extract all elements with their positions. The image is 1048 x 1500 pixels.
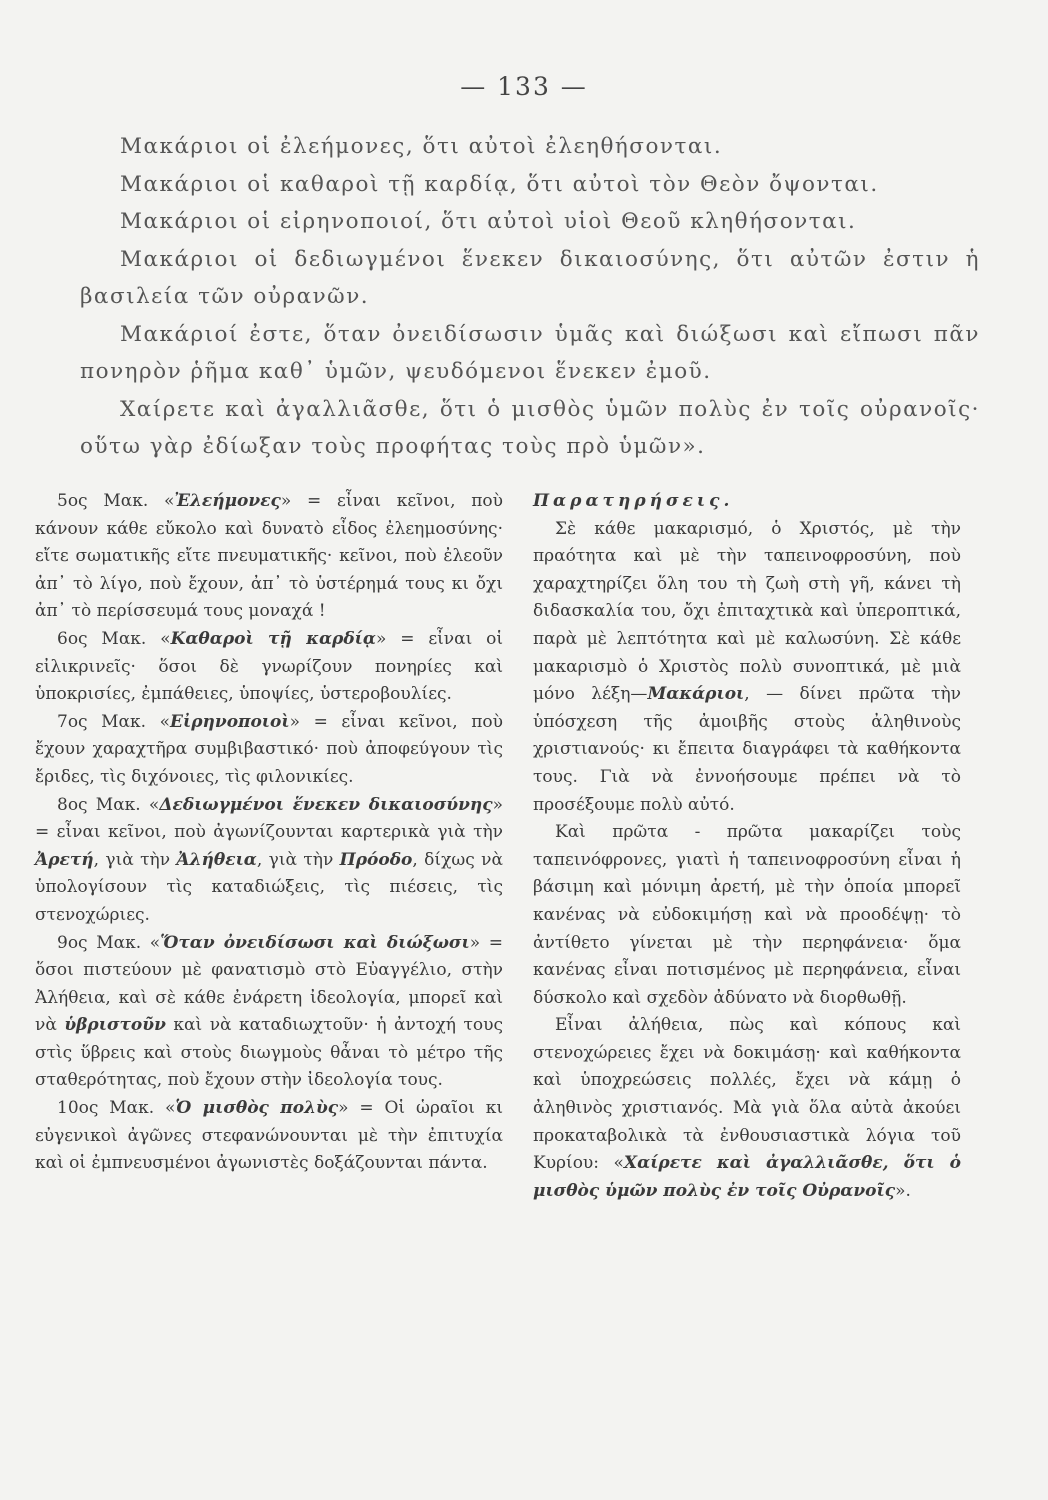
page-number: — 133 — — [460, 72, 588, 101]
commentary-7: 7ος Μακ. «Εἰρηνοποιοὶ» = εἶναι κεῖνοι, ποὺ ἔχουν χαραχτῆρα συμβιβαστικό· ποὺ ἀποφεύγουν τὶς ἔριδες, τὶς διχόνοιες, τὶς φιλονικίες. — [35, 711, 503, 787]
commentary-9: 9ος Μακ. «Ὅταν ὀνειδίσωσι καὶ διώξωσι» = ὅσοι πιστεύουν μὲ φανατισμὸ στὸ Εὐαγγέλιο, στὴν Ἀλήθεια, καὶ σὲ κάθε ἐνάρετη ἰδεολογία, μπορεῖ καὶ νὰ ὑβριστοῦν καὶ νὰ καταδιωχτοῦν· ἡ ἀντοχή τους στὶς ὕβρεις καὶ στοὺς διωγμοὺς θἆναι τὸ μέτρο τῆς σταθερότητας, ποὺ ἔχουν στὴν ἰδεολογία τους. — [35, 932, 503, 1091]
verse-line: Μακάριοι οἱ καθαροὶ τῇ καρδίᾳ, ὅτι αὐτοὶ τὸν Θεὸν ὄψονται. — [120, 171, 879, 197]
remarks-paragraph-1: Σὲ κάθε μακαρισμό, ὁ Χριστός, μὲ τὴν πραότητα καὶ μὲ τὴν ταπεινοφροσύνη, ποὺ χαραχτηρίζει ὅλη του τὴ ζωὴ στὴ γῆ, κάνει τὴ διδασκαλία του, ὄχι ἐπιταχτικὰ καὶ ὑπεροπτικά, παρὰ μὲ λεπτότητα καὶ μὲ καλωσύνη. Σὲ κάθε μακαρισμὸ ὁ Χριστὸς πολὺ συνοπτικά, μὲ μιὰ μόνο λέξη—Μακάριοι, — δίνει πρῶτα τὴν ὑπόσχεση τῆς ἀμοιβῆς στοὺς ἀληθινοὺς χριστιανούς· κι ἔπειτα διαγράφει τὰ καθήκοντα τους. Γιὰ νὰ ἐννοήσουμε πρέπει νὰ τὸ προσέξουμε πολὺ αὐτό. — [533, 518, 961, 815]
remarks-heading: Παρατηρήσεις. — [533, 491, 734, 511]
commentary-8: 8ος Μακ. «Δεδιωγμένοι ἕνεκεν δικαιοσύνης» = εἶναι κεῖνοι, ποὺ ἀγωνίζουνται καρτερικὰ γιὰ τὴν Ἀρετή, γιὰ τὴν Ἀλήθεια, γιὰ τὴν Πρόοδο, δίχως νὰ ὑπολογίσουν τὶς καταδιώξεις, τὶς πιέσεις, τὶς στενοχώριες. — [35, 794, 503, 925]
remarks-paragraph-3: Εἶναι ἀλήθεια, πὼς καὶ κόπους καὶ στενοχώρειες ἔχει νὰ δοκιμάσῃ· καὶ καθήκοντα καὶ ὑποχρεώσεις πολλές, ἔχει νὰ κάμῃ ὁ ἀληθινὸς χριστιανός. Μὰ γιὰ ὅλα αὐτὰ ἀκούει προκαταβολικὰ τὰ ἐνθουσιαστικὰ λόγια τοῦ Κυρίου: «Χαίρετε καὶ ἀγαλλιᾶσθε, ὅτι ὁ μισθὸς ὑμῶν πολὺς ἐν τοῖς Οὐρανοῖς». — [533, 1015, 962, 1201]
verse-line: Μακάριοί ἐστε, ὅταν ὀνειδίσωσιν ὑμᾶς καὶ διώξωσι καὶ εἴπωσι πᾶν πονηρὸν ῥῆμα καθ᾽ ὑμῶν, ψευδόμενοι ἕνεκεν ἐμοῦ. — [80, 321, 980, 384]
right-column-remarks — [533, 488, 961, 1205]
commentary-6: 6ος Μακ. «Καθαροὶ τῇ καρδίᾳ» = εἶναι οἱ εἰλικρινεῖς· ὅσοι δὲ γνωρίζουν πονηρίες καὶ ὑποκρισίες, ἐμπάθειες, ὑποψίες, ὑστεροβουλίες. — [35, 628, 504, 705]
remarks-paragraph-2: Καὶ πρῶτα - πρῶτα μακαρίζει τοὺς ταπεινόφρονες, γιατὶ ἡ ταπεινοφροσύνη εἶναι ἡ βάσιμη καὶ μόνιμη ἀρετή, μὲ τὴν ὁποία μπορεῖ κανένας νὰ εὐδοκιμήσῃ καὶ νὰ προοδέψῃ· τὸ ἀντίθετο γίνεται μὲ τὴν περηφάνεια· ὅμα κανένας εἶναι ποτισμένος μὲ περηφάνεια, εἶναι δύσκολο καὶ σχεδὸν ἀδύνατο νὰ διορθωθῇ. — [533, 822, 961, 1008]
verse-line: Μακάριοι οἱ δεδιωγμένοι ἕνεκεν δικαιοσύνης, ὅτι αὐτῶν ἐστιν ἡ βασιλεία τῶν οὐρανῶν. — [80, 246, 980, 309]
verse-line: Χαίρετε καὶ ἀγαλλιᾶσθε, ὅτι ὁ μισθὸς ὑμῶν πολὺς ἐν τοῖς οὐρανοῖς· οὕτω γὰρ ἐδίωξαν τοὺς προφήτας τοὺς πρὸ ὑμῶν». — [80, 396, 980, 459]
verse-line: Μακάριοι οἱ εἰρηνοποιοί, ὅτι αὐτοὶ υἱοὶ Θεοῦ κληθήσονται. — [120, 209, 857, 234]
verse-line: Μακάριοι οἱ ἐλεήμονες, ὅτι αὐτοὶ ἐλεηθήσονται. — [120, 134, 723, 159]
commentary-5: 5ος Μακ. «Ἐλεήμονες» = εἶναι κεῖνοι, ποὺ κάνουν κάθε εὔκολο καὶ δυνατὸ εἶδος ἐλεημοσύνης· εἴτε σωματικῆς εἴτε πνευματικῆς· κεῖνοι, ποὺ ἐλεοῦν ἀπ᾽ τὸ λίγο, ποὺ ἔχουν, ἀπ᾽ τὸ ὑστέρημά τους κι ὄχι ἀπ᾽ τὸ περίσσευμά τους μοναχά ! — [35, 491, 503, 622]
beatitudes-verses — [80, 128, 980, 466]
left-column-commentary — [35, 488, 503, 1178]
commentary-10: 10ος Μακ. «Ὁ μισθὸς πολὺς» = Οἱ ὡραῖοι κι εὐγενικοὶ ἀγῶνες στεφανώνουνται μὲ τὴν ἐπιτυχία καὶ οἱ ἐμπνευσμένοι ἀγωνιστὲς δοξάζουνται πάντα. — [35, 1098, 504, 1174]
